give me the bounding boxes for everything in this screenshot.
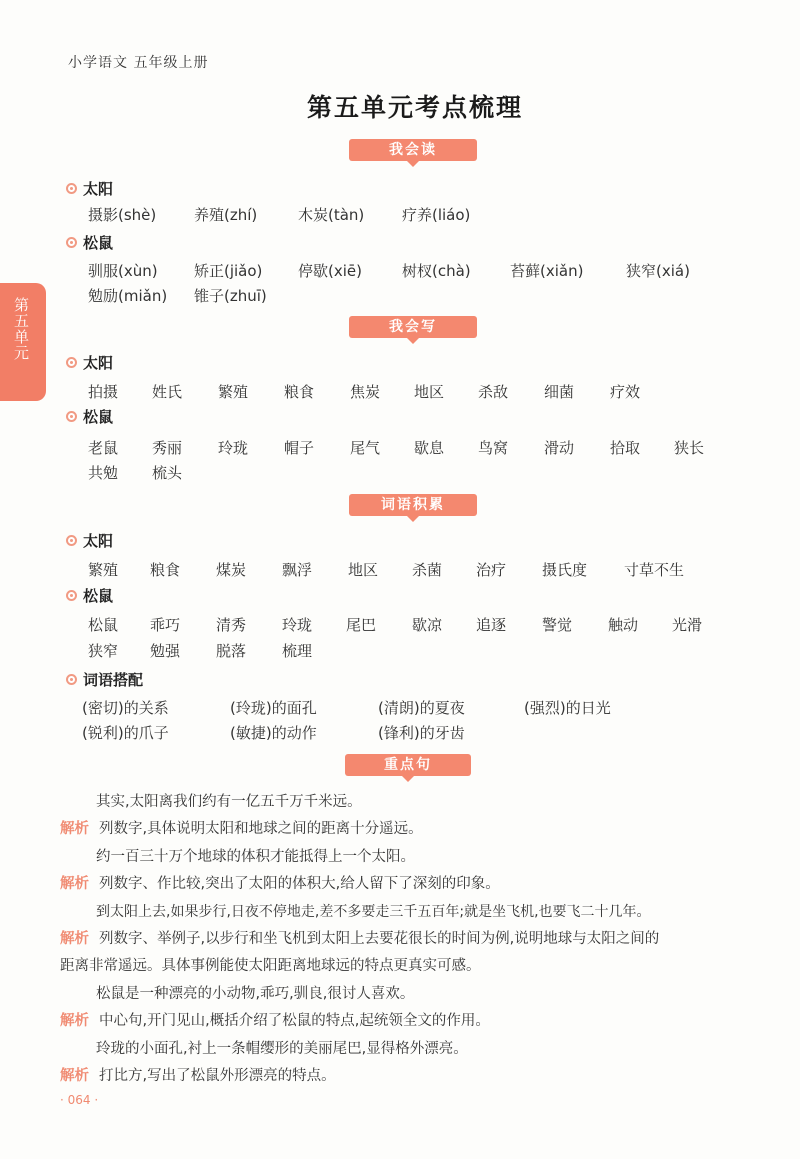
subhead-squirrel-read: 松鼠 (66, 232, 113, 253)
analysis-1: 解析 列数字,具体说明太阳和地球之间的距离十分遥远。 (60, 821, 423, 837)
word-item: 拾取 (610, 439, 641, 457)
collocation-item: (强烈)的日光 (524, 699, 611, 717)
word-item: 光滑 (672, 616, 703, 634)
word-item: 粮食 (284, 383, 315, 401)
word-item: 秀丽 (152, 439, 183, 457)
word-item: 树杈(chà) (402, 262, 471, 280)
word-item: 歇凉 (412, 616, 443, 634)
subhead-squirrel-write: 松鼠 (66, 406, 113, 427)
word-item: 玲珑 (282, 616, 313, 634)
subhead-sun-write: 太阳 (66, 352, 113, 373)
word-item: 杀菌 (412, 561, 443, 579)
word-item: 煤炭 (216, 561, 247, 579)
word-item: 触动 (608, 616, 639, 634)
analysis-3-line-2: 距离非常遥远。具体事例能使太阳距离地球远的特点更真实可感。 (60, 958, 481, 974)
word-item: 繁殖 (218, 383, 249, 401)
word-item: 勉强 (150, 642, 181, 660)
word-item: 尾气 (350, 439, 381, 457)
word-item: 疗效 (610, 383, 641, 401)
bullet-icon (66, 183, 77, 194)
word-item: 勉励(miǎn) (88, 287, 168, 305)
word-item: 繁殖 (88, 561, 119, 579)
collocation-item: (密切)的关系 (82, 699, 169, 717)
word-item: 细菌 (544, 383, 575, 401)
word-item: 脱落 (216, 642, 247, 660)
word-item: 玲珑 (218, 439, 249, 457)
word-item: 地区 (414, 383, 445, 401)
key-sentence-2: 约一百三十万个地球的体积才能抵得上一个太阳。 (96, 849, 415, 865)
subhead-collocation: 词语搭配 (66, 669, 143, 690)
word-item: 停歇(xiē) (298, 262, 362, 280)
collocation-item: (玲珑)的面孔 (230, 699, 317, 717)
word-item: 鸟窝 (478, 439, 509, 457)
analysis-4: 解析 中心句,开门见山,概括介绍了松鼠的特点,起统领全文的作用。 (60, 1013, 490, 1029)
analysis-tag: 解析 (60, 876, 89, 892)
word-item: 清秀 (216, 616, 247, 634)
word-item: 地区 (348, 561, 379, 579)
collocation-item: (清朗)的夏夜 (378, 699, 465, 717)
page-number: · 064 · (60, 1093, 99, 1107)
side-tab-label: 第五单元 (12, 297, 30, 361)
word-item: 姓氏 (152, 383, 183, 401)
key-sentence-5: 玲珑的小面孔,衬上一条帽缨形的美丽尾巴,显得格外漂亮。 (96, 1041, 468, 1057)
word-item: 警觉 (542, 616, 573, 634)
word-item: 寸草不生 (624, 561, 685, 579)
word-item: 梳头 (152, 464, 183, 482)
word-item: 梳理 (282, 642, 313, 660)
collocation-item: (敏捷)的动作 (230, 724, 317, 742)
word-item: 木炭(tàn) (298, 206, 365, 224)
collocation-item: (锐利)的爪子 (82, 724, 169, 742)
analysis-tag: 解析 (60, 1013, 89, 1029)
word-item: 粮食 (150, 561, 181, 579)
word-item: 帽子 (284, 439, 315, 457)
word-item: 拍摄 (88, 383, 119, 401)
word-item: 松鼠 (88, 616, 119, 634)
section-banner-read: 我会读 (349, 139, 477, 161)
analysis-5: 解析 打比方,写出了松鼠外形漂亮的特点。 (60, 1068, 336, 1084)
bullet-icon (66, 674, 77, 685)
key-sentence-4: 松鼠是一种漂亮的小动物,乖巧,驯良,很讨人喜欢。 (96, 986, 415, 1002)
word-item: 杀敌 (478, 383, 509, 401)
analysis-tag: 解析 (60, 821, 89, 837)
bullet-icon (66, 411, 77, 422)
word-item: 狭长 (674, 439, 705, 457)
word-item: 摄影(shè) (88, 206, 157, 224)
key-sentence-1: 其实,太阳离我们约有一亿五千万千米远。 (96, 794, 362, 810)
word-item: 乖巧 (150, 616, 181, 634)
unit-side-tab (0, 283, 46, 401)
subhead-squirrel-words: 松鼠 (66, 585, 113, 606)
page-title: 第五单元考点梳理 (306, 93, 523, 122)
word-item: 治疗 (476, 561, 507, 579)
bullet-icon (66, 357, 77, 368)
word-item: 尾巴 (346, 616, 377, 634)
word-item: 歇息 (414, 439, 445, 457)
bullet-icon (66, 590, 77, 601)
subhead-sun-words: 太阳 (66, 530, 113, 551)
word-item: 苔藓(xiǎn) (510, 262, 584, 280)
word-item: 锥子(zhuī) (194, 287, 267, 305)
word-item: 共勉 (88, 464, 119, 482)
bullet-icon (66, 237, 77, 248)
section-banner-key-sentences: 重点句 (345, 754, 471, 776)
key-sentence-3: 到太阳上去,如果步行,日夜不停地走,差不多要走三千五百年;就是坐飞机,也要飞二十几年。 (96, 904, 651, 920)
analysis-2: 解析 列数字、作比较,突出了太阳的体积大,给人留下了深刻的印象。 (60, 876, 500, 892)
running-head: 小学语文 五年级上册 (68, 55, 209, 71)
analysis-3: 解析 列数字、举例子,以步行和坐飞机到太阳上去要花很长的时间为例,说明地球与太阳之间的 (60, 931, 660, 947)
word-item: 追逐 (476, 616, 507, 634)
word-item: 养殖(zhí) (194, 206, 258, 224)
word-item: 狭窄(xiá) (626, 262, 690, 280)
word-item: 飘浮 (282, 561, 313, 579)
word-item: 疗养(liáo) (402, 206, 471, 224)
section-banner-write: 我会写 (349, 316, 477, 338)
analysis-tag: 解析 (60, 1068, 89, 1084)
bullet-icon (66, 535, 77, 546)
word-item: 矫正(jiǎo) (194, 262, 263, 280)
word-item: 摄氏度 (542, 561, 588, 579)
analysis-tag: 解析 (60, 931, 89, 947)
section-banner-words: 词语积累 (349, 494, 477, 516)
word-item: 驯服(xùn) (88, 262, 158, 280)
word-item: 狭窄 (88, 642, 119, 660)
collocation-item: (锋利)的牙齿 (378, 724, 465, 742)
subhead-sun-read: 太阳 (66, 178, 113, 199)
word-item: 焦炭 (350, 383, 381, 401)
word-item: 滑动 (544, 439, 575, 457)
word-item: 老鼠 (88, 439, 119, 457)
